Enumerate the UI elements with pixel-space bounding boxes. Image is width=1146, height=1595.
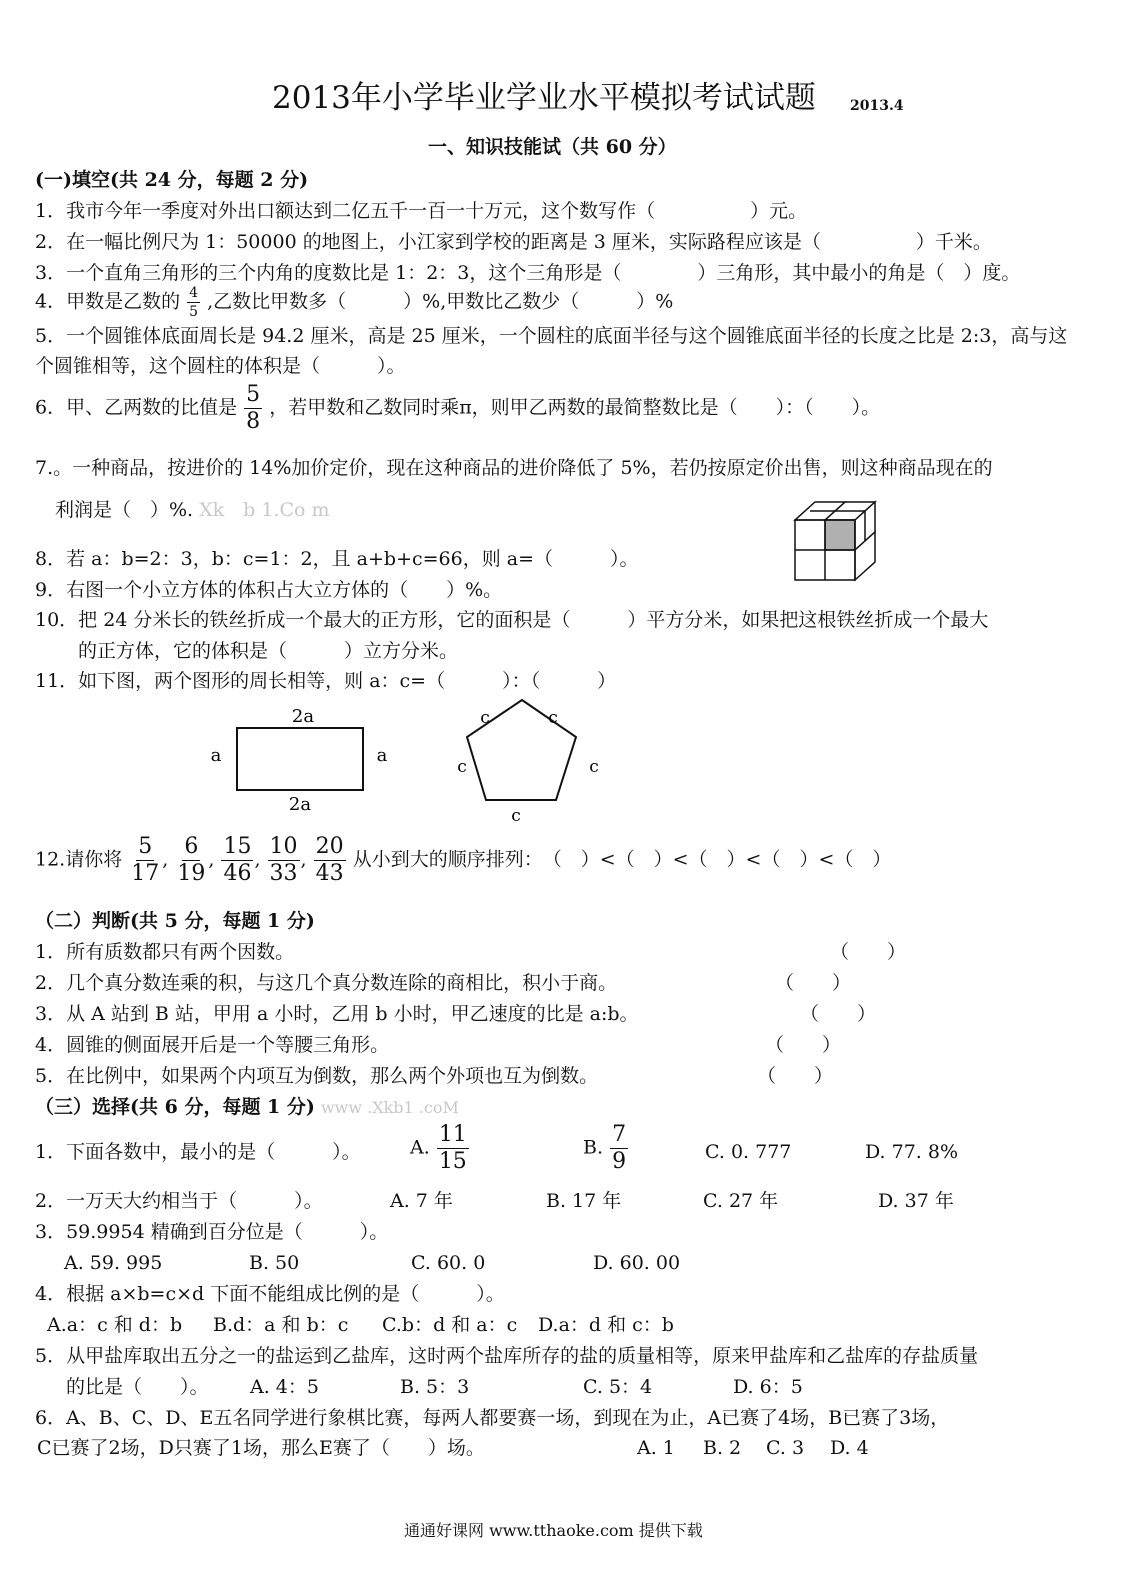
fill-question-9: 9．右图一个小立方体的体积占大立方体的（ ）%。 [35, 579, 503, 601]
q7-text: 利润是（ ）%. [55, 499, 194, 521]
choice-1-b-fraction: $\frac{7}{9}$ [612, 1122, 627, 1174]
footer-text: 通通好课网 www.tthaoke.com 提供下载 [404, 1521, 703, 1540]
rectangle-figure [200, 700, 410, 820]
pent-label-5: c [511, 806, 521, 826]
part1-heading: (一)填空(共 24 分，每题 2 分) [35, 169, 309, 191]
choice-4-option-b: B.d：a 和 b：c [213, 1314, 349, 1336]
rect-label-top: 2a [291, 706, 315, 727]
choice-question-3-stem: 3．59.9954 精确到百分位是（ ）。 [35, 1221, 389, 1243]
fill-question-10-line2: 的正方体，它的体积是（ ）立方分米。 [78, 640, 459, 662]
fill-question-7-line2 [55, 498, 330, 522]
watermark-url: www .Xkb1 .coM [320, 1098, 459, 1117]
fill-question-11: 11．如下图，两个图形的周长相等，则 a：c=（ ）：（ ） [35, 670, 617, 692]
q12-fraction-2: $\frac{6}{19}$ [177, 834, 206, 886]
q12-fraction-4: $\frac{10}{33}$ [269, 834, 298, 886]
choice-3-option-a: A. 59. 995 [64, 1252, 163, 1274]
choice-question-6-line1: 6．A、B、C、D、E五名同学进行象棋比赛，每两人都要赛一场，到现在为止，A已赛了4场，B已赛了3场， [35, 1407, 950, 1429]
choice-question-5-line2: 的比是（ ）。 [66, 1376, 209, 1398]
fill-question-5-line2: 个圆锥相等，这个圆柱的体积是（ ）。 [35, 355, 406, 377]
judge-bracket-5: （ ） [757, 1065, 834, 1087]
fill-question-5-line1: 5．一个圆锥体底面周长是 94.2 厘米，高是 25 厘米，一个圆柱的底面半径与这个圆锥底面半径的长度之比是 2:3，高与这 [35, 325, 1068, 347]
fill-question-7-line1: 7.。一种商品，按进价的 14%加价定价，现在这种商品的进价降低了 5%，若仍按原定价出售，则这种商品现在的 [35, 457, 993, 479]
pent-label-2: c [548, 708, 558, 728]
cube-figure [790, 498, 882, 586]
q12-fraction-5: $\frac{20}{43}$ [315, 834, 344, 886]
rect-label-left: a [210, 745, 222, 766]
judge-question-4: 4．圆锥的侧面展开后是一个等腰三角形。 [35, 1034, 390, 1056]
choice-question-1-stem: 1．下面各数中，最小的是（ ）。 [35, 1141, 361, 1163]
choice-question-4-stem: 4．根据 a×b=c×d 下面不能组成比例的是（ ）。 [35, 1283, 505, 1305]
part3-heading-row [35, 1095, 459, 1120]
pentagon-figure [445, 690, 615, 830]
choice-5-option-b: B. 5：3 [400, 1376, 470, 1398]
choice-6-option-c: C. 3 [766, 1437, 805, 1459]
pent-label-1: c [480, 708, 490, 728]
judge-bracket-1: （ ） [830, 941, 907, 963]
rect-label-right: a [376, 745, 388, 766]
choice-1-option-c: C. 0. 777 [705, 1141, 792, 1163]
choice-1-a-fraction: $\frac{11}{15}$ [438, 1122, 467, 1174]
q12-fraction-1: $\frac{5}{17}$ [131, 834, 160, 886]
choice-question-2-stem: 2．一万天大约相当于（ ）。 [35, 1190, 323, 1212]
watermark-text: Xk b 1.Co m [199, 499, 330, 521]
fill-question-6 [35, 384, 880, 433]
q6-text-pre: 6．甲、乙两数的比值是 [35, 396, 238, 419]
choice-6-option-b: B. 2 [703, 1437, 742, 1459]
q4-fraction: $\frac{4}{5}$ [189, 285, 199, 320]
choice-5-option-d: D. 6：5 [733, 1376, 803, 1398]
choice-3-option-b: B. 50 [249, 1252, 300, 1274]
choice-4-option-d: D.a：d 和 c：b [538, 1314, 674, 1336]
q6-fraction: $\frac{5}{8}$ [246, 382, 261, 434]
section-title: 一、知识技能试（共 60 分） [428, 136, 677, 158]
choice-2-option-c: C. 27 年 [703, 1190, 779, 1212]
fill-question-2: 2．在一幅比例尺为 1：50000 的地图上，小江家到学校的距离是 3 厘米，实际路程应该是（ ）千米。 [35, 231, 992, 253]
rect-label-bottom: 2a [288, 794, 312, 815]
choice-2-option-b: B. 17 年 [546, 1190, 622, 1212]
choice-question-6-line2: C已赛了2场，D只赛了1场，那么E赛了（ ）场。 [37, 1437, 485, 1459]
part2-heading: （二）判断(共 5 分，每题 1 分) [35, 910, 315, 932]
q12-text-pre: 12.请你将 [35, 848, 123, 871]
choice-1-option-b: B. $\frac{7}{9}$ [583, 1122, 627, 1174]
exam-date: 2013.4 [850, 98, 904, 114]
choice-3-option-c: C. 60. 0 [411, 1252, 486, 1274]
choice-4-option-a: A.a：c 和 d：b [47, 1314, 183, 1336]
judge-bracket-2: （ ） [775, 972, 852, 994]
part3-heading: （三）选择(共 6 分，每题 1 分) [35, 1096, 315, 1118]
choice-question-5-line1: 5．从甲盐库取出五分之一的盐运到乙盐库，这时两个盐库所存的盐的质量相等，原来甲盐库和乙盐库的存盐质量 [35, 1345, 979, 1367]
q4-text-post: ,乙数比甲数多（ ）%,甲数比乙数少（ ）% [207, 290, 674, 313]
fill-question-8: 8．若 a：b=2：3，b：c=1：2，且 a+b+c=66，则 a=（ ）。 [35, 548, 639, 570]
choice-3-option-d: D. 60. 00 [593, 1252, 681, 1274]
judge-bracket-4: （ ） [765, 1034, 842, 1056]
judge-question-3: 3．从 A 站到 B 站，甲用 a 小时，乙用 b 小时，甲乙速度的比是 a:b。 [35, 1003, 639, 1025]
judge-question-2: 2．几个真分数连乘的积，与这几个真分数连除的商相比，积小于商。 [35, 972, 618, 994]
q12-fraction-3: $\frac{15}{46}$ [223, 834, 252, 886]
choice-2-option-d: D. 37 年 [878, 1190, 954, 1212]
page-title: 2013年小学毕业学业水平模拟考试试题 [272, 80, 816, 116]
pent-label-3: c [457, 757, 467, 777]
choice-5-option-a: A. 4：5 [250, 1376, 319, 1398]
judge-bracket-3: （ ） [800, 1003, 877, 1025]
judge-question-1: 1．所有质数都只有两个因数。 [35, 941, 295, 963]
fill-question-10-line1: 10．把 24 分米长的铁丝折成一个最大的正方形，它的面积是（ ）平方分米，如果把这根铁丝折成一个最大 [35, 609, 989, 631]
q6-text-post: ，若甲数和乙数同时乘π，则甲乙两数的最简整数比是（ ）：（ ）。 [269, 396, 881, 419]
pent-label-4: c [589, 757, 599, 777]
judge-question-5: 5．在比例中，如果两个内项互为倒数，那么两个外项也互为倒数。 [35, 1065, 599, 1087]
fill-question-4 [35, 286, 673, 319]
choice-2-option-a: A. 7 年 [390, 1190, 453, 1212]
q4-text-pre: 4．甲数是乙数的 [35, 290, 181, 313]
choice-6-option-d: D. 4 [830, 1437, 869, 1459]
choice-4-option-c: C.b：d 和 a：c [382, 1314, 518, 1336]
fill-question-1: 1．我市今年一季度对外出口额达到二亿五千一百一十万元，这个数写作（ ）元。 [35, 200, 808, 222]
q12-text-post: 从小到大的顺序排列： （ ）<（ ）<（ ）<（ ）<（ ） [352, 848, 892, 871]
choice-1-option-d: D. 77. 8% [865, 1141, 959, 1163]
choice-1-option-a: A. $\frac{11}{15}$ [410, 1122, 467, 1174]
choice-6-option-a: A. 1 [637, 1437, 675, 1459]
fill-question-3: 3．一个直角三角形的三个内角的度数比是 1：2：3，这个三角形是（ ）三角形，其中最小的角是（ ）度。 [35, 262, 1021, 284]
choice-5-option-c: C. 5：4 [583, 1376, 653, 1398]
fill-question-12: 12.请你将 $\frac{5}{17}$ , $\frac{6}{19}$ , $\frac{15}{46}$ , $\frac{10}{33}$ , $\frac{20}{43}$ 从小到大的顺序排列： （ ）<（ ）<（ ）<（ ）<（ ） [35, 834, 892, 886]
